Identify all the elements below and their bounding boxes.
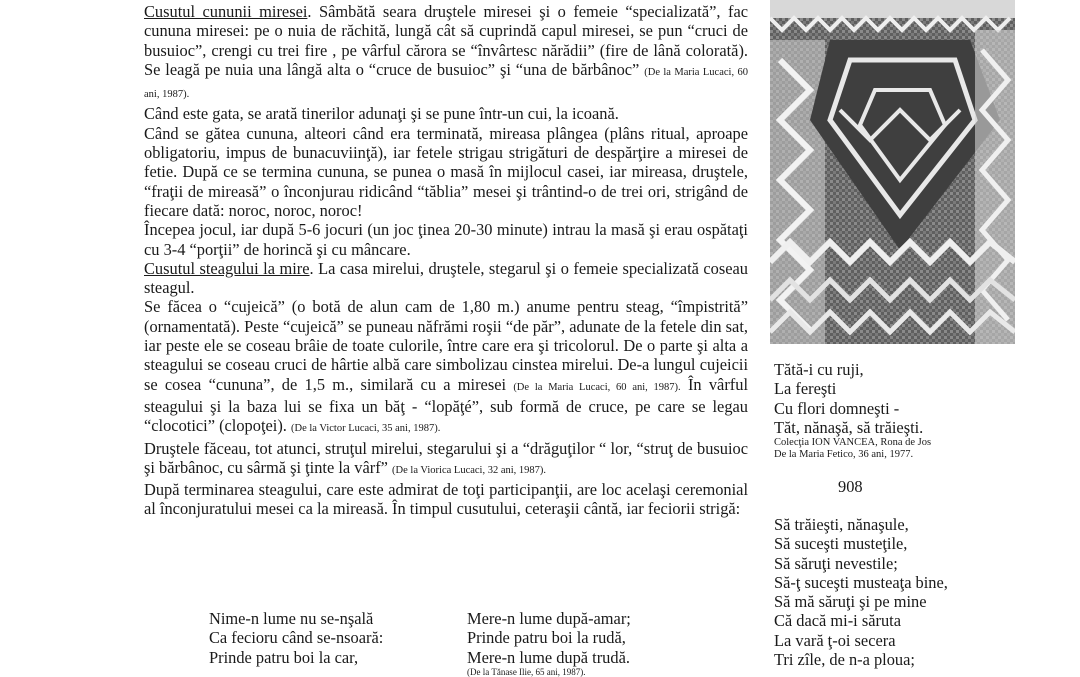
main-text-column bbox=[144, 2, 748, 519]
paragraph-text: . La casa mirelui, druştele, stegarul şi o femeie specializată coseau steagul. bbox=[144, 258, 748, 298]
poem-line: La vară ţ-oi secera bbox=[774, 630, 896, 650]
paragraph bbox=[144, 104, 748, 123]
paragraph bbox=[144, 2, 748, 104]
poem-line: Să săruţi nevestile; bbox=[774, 553, 898, 573]
section-heading: Cusutul cununii miresei bbox=[144, 2, 308, 21]
source-citation: (De la Tănase Ilie, 65 ani, 1987). bbox=[467, 666, 586, 677]
textile-photo bbox=[770, 0, 1015, 344]
paragraph-text: Când se gătea cununa, alteori când era terminată, mireasa plângea (plâns ritual, aproape obligatoriu, impus de bunacuviinţă), iar fetele strigau strigături de despărţire a miresei de fetie. După ce se termina cununa, se punea o masă în mijlocul casei, iar mireasa, druştele, “fraţii de mireasă” o înconjurau ridicând “tăblia” mesei şi trântind-o de trei ori, strigând de fiecare dată: noroc, noroc, noroc! bbox=[144, 123, 748, 220]
paragraph-text: Când este gata, se arată tinerilor adunaţi şi se pune într-un cui, la icoană. bbox=[144, 104, 619, 124]
textile-pattern-image bbox=[770, 0, 1015, 344]
paragraph-text: În vârful steagului şi la baza lui se fixa un băţ - “lopăţé”, sub formă de cruce, pe care se legau “clocotici” (clopoţei). bbox=[144, 374, 748, 436]
poem-line: Să-ţ suceşti musteaţa bine, bbox=[774, 572, 948, 592]
poem-line: Ca fecioru când se-nsoară: bbox=[209, 628, 384, 648]
poem-line: Mere-n lume după-amar; bbox=[467, 609, 631, 628]
paragraph-text: După terminarea steagului, care este admirat de toţi participanţii, are loc acelaşi ceremonial al înconjuratului mesei ca la mireasă. În timpul cusutului, ceteraşii cântă, iar feciorii strigă: bbox=[144, 480, 748, 519]
source-citation: (De la Maria Lucaci, 60 ani, 1987). bbox=[144, 66, 748, 101]
poem-line: La fereşti bbox=[774, 379, 837, 399]
source-citation: De la Maria Fetico, 36 ani, 1977. bbox=[774, 449, 914, 461]
paragraph-text: Începea jocul, iar după 5-6 jocuri (un joc ţinea 20-30 minute) intrau la masă şi erau ospătaţi cu 3-4 “porţii” de horincă şi cu mâncare. bbox=[144, 220, 748, 259]
paragraph-text: Se făcea o “cujeică” (o botă de alun cam de 1,80 m.) anume pentru steag, “împistrită” (ornamentată). Peste “cujeică” se puneau năfrămi roşii “de păr”, adunate de la fetele din sat, iar peste ele se coseau brâie de toate culorile, între care era şi tricolorul. De o parte şi alta a steagului se coseau cruci de hârtie albă care simbolizau cinstea mirelui. De-a lungul cujeicii se cosea “cununa”, de 1,5 m., similară cu a miresei bbox=[144, 297, 748, 394]
source-citation: (De la Viorica Lucaci, 32 ani, 1987). bbox=[392, 464, 547, 476]
paragraph bbox=[144, 259, 748, 298]
right-poem-1 bbox=[774, 360, 1064, 461]
poem-line: Să trăieşti, nănaşule, bbox=[774, 515, 909, 534]
poem-line: Tătă-i cu ruji, bbox=[774, 360, 864, 379]
poem-line: Mere-n lume după trudă. bbox=[467, 647, 630, 667]
poem-line: Prinde patru boi la car, bbox=[209, 647, 359, 667]
paragraph-text: . Sâmbătă seara druştele miresei şi o femeie “specializată”, fac cununa miresei: pe o nuia de răchită, lungă cât să cuprindă capul miresei, se pun “cruci de busuioc”, crengi cu trei fire , pe vârful cărora se “învârtesc nărădii” (fire de lână colorată). Se leagă pe nuia una lângă alta o “cruce de busuioc” şi “una de bărbânoc” bbox=[144, 2, 748, 79]
poem-line: Că dacă mi-i săruta bbox=[774, 611, 901, 631]
paragraph bbox=[144, 220, 748, 259]
poem-line: Tăt, nănaşă, să trăieşti. bbox=[774, 417, 924, 437]
section-heading: Cusutul steagului la mire bbox=[144, 258, 310, 278]
poem-line: Să suceşti musteţile, bbox=[774, 534, 908, 554]
paragraph bbox=[144, 480, 748, 519]
poem-line: Nime-n lume nu se-nşală bbox=[209, 609, 374, 628]
source-citation: (De la Maria Lucaci, 60 ani, 1987). bbox=[513, 381, 681, 393]
poem-line: Tri zîle, de n-a ploua; bbox=[774, 650, 915, 670]
source-citation: (De la Victor Lucaci, 35 ani, 1987). bbox=[291, 423, 441, 435]
paragraph bbox=[144, 439, 748, 481]
paragraph bbox=[144, 297, 748, 438]
poem-line: Cu flori domneşti - bbox=[774, 398, 900, 418]
poem-line: Să mă săruţi şi pe mine bbox=[774, 592, 927, 612]
right-poem-2 bbox=[774, 515, 948, 669]
paragraph-text: Druştele făceau, tot atunci, struţul mirelui, stegarului şi a “drăguţilor “ lor, “struţ de busuioc şi bărbânoc, cu sârmă şi ţinte la vârf” bbox=[144, 438, 748, 477]
source-citation: Colecţia ION VANCEA, Rona de Jos bbox=[774, 437, 932, 449]
page-number: 908 bbox=[838, 477, 863, 496]
paragraph bbox=[144, 124, 748, 220]
poem-right-column bbox=[467, 609, 631, 677]
poem-line: Prinde patru boi la rudă, bbox=[467, 628, 626, 648]
poem-left-column bbox=[209, 609, 383, 667]
